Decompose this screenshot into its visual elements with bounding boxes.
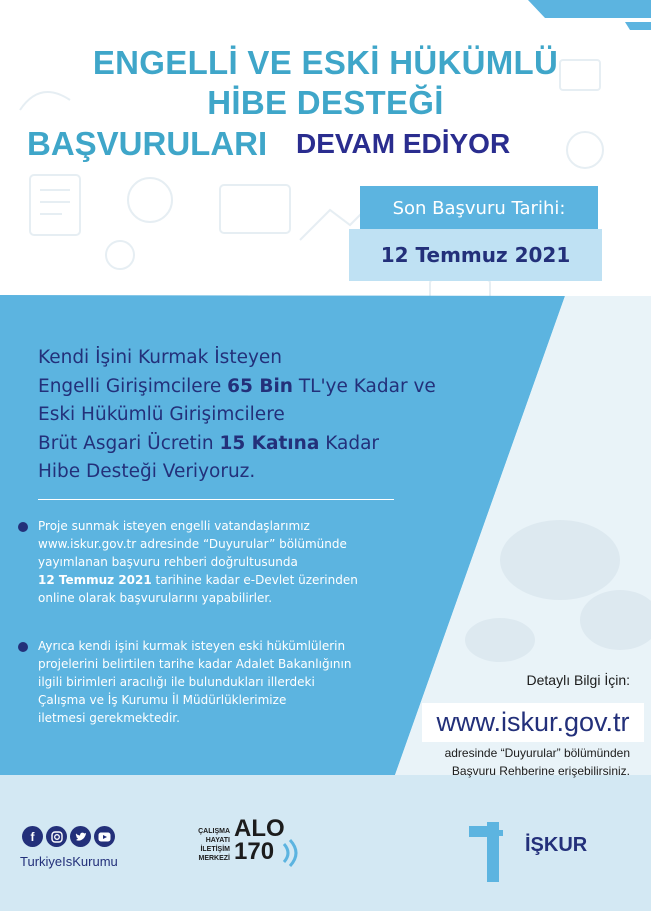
bullet-dot-icon bbox=[18, 642, 28, 652]
alo-signal-icon bbox=[280, 838, 302, 868]
info-note bbox=[400, 744, 630, 780]
divider bbox=[38, 499, 394, 500]
corner-accent bbox=[528, 0, 651, 18]
bullet-2-line-2: projelerini belirtilen tarihe kadar Adalet Bakanlığının bbox=[38, 657, 352, 671]
bullet-1-line-1: Proje sunmak isteyen engelli vatandaşlarımız bbox=[38, 519, 310, 533]
deadline-date: 12 Temmuz 2021 bbox=[349, 229, 602, 281]
facebook-icon[interactable]: f bbox=[22, 826, 43, 847]
deadline-label: Son Başvuru Tarihi: bbox=[360, 186, 598, 230]
bullet-2-line-5: iletmesi gerekmektedir. bbox=[38, 711, 180, 725]
title-line-3-part-2: DEVAM EDİYOR bbox=[296, 128, 511, 159]
iskur-brand: İŞKUR bbox=[525, 834, 588, 856]
instagram-icon[interactable] bbox=[46, 826, 67, 847]
alo-number: 170 bbox=[234, 838, 275, 865]
headline-line-4: Brüt Asgari Ücretin 15 Katına Kadar bbox=[38, 432, 380, 454]
headline-line-3: Eski Hükümlü Girişimcilere bbox=[38, 404, 285, 425]
bullet-1-line-5: online olarak başvurularını yapabilirler. bbox=[38, 591, 273, 605]
headline-line-5: Hibe Desteği Veriyoruz. bbox=[38, 461, 256, 482]
corner-accent-small bbox=[625, 22, 651, 30]
iskur-logo-icon bbox=[463, 808, 523, 888]
headline bbox=[38, 344, 478, 487]
twitter-icon[interactable] bbox=[70, 826, 91, 847]
website-link[interactable]: www.iskur.gov.tr bbox=[422, 703, 644, 742]
bullet-2-line-4: Çalışma ve İş Kurumu İl Müdürlüklerimize bbox=[38, 693, 287, 707]
title-line-1: ENGELLİ VE ESKİ HÜKÜMLÜ bbox=[92, 44, 559, 81]
headline-line-1: Kendi İşini Kurmak İsteyen bbox=[38, 347, 283, 368]
youtube-icon[interactable] bbox=[94, 826, 115, 847]
social-icons bbox=[22, 826, 115, 847]
bullet-1-line-4: 12 Temmuz 2021 tarihine kadar e-Devlet üzerinden bbox=[38, 573, 358, 587]
bullet-2-line-1: Ayrıca kendi işini kurmak isteyen eski hükümlülerin bbox=[38, 639, 346, 653]
alo-word: ALO bbox=[234, 815, 285, 842]
bullet-dot-icon bbox=[18, 522, 28, 532]
bullet-item-disabled-applicants bbox=[18, 517, 418, 607]
alo-170-caption: ÇALIŞMA HAYATI İLETİŞİM MERKEZİ bbox=[198, 828, 230, 862]
title-line-2: HİBE DESTEĞİ bbox=[207, 84, 444, 121]
info-note-line-2: Başvuru Rehberine erişebilirsiniz. bbox=[451, 764, 630, 778]
info-label: Detaylı Bilgi İçin: bbox=[526, 672, 630, 688]
bullet-2-line-3: ilgili birimleri aracılığı ile bulundukları illerdeki bbox=[38, 675, 315, 689]
title-line-3-part-1: BAŞVURULARI bbox=[27, 125, 268, 162]
headline-line-2: Engelli Girişimcilere 65 Bin TL'ye Kadar ve bbox=[38, 375, 436, 397]
bullet-1-line-3: yayımlanan başvuru rehberi doğrultusunda bbox=[38, 555, 298, 569]
social-handle: TurkiyeIsKurumu bbox=[20, 854, 118, 869]
bullet-1-line-2: www.iskur.gov.tr adresinde “Duyurular” bölümünde bbox=[38, 537, 347, 551]
bullet-item-ex-convicts bbox=[18, 637, 418, 727]
info-note-line-1: adresinde “Duyurular” bölümünden bbox=[444, 746, 630, 760]
